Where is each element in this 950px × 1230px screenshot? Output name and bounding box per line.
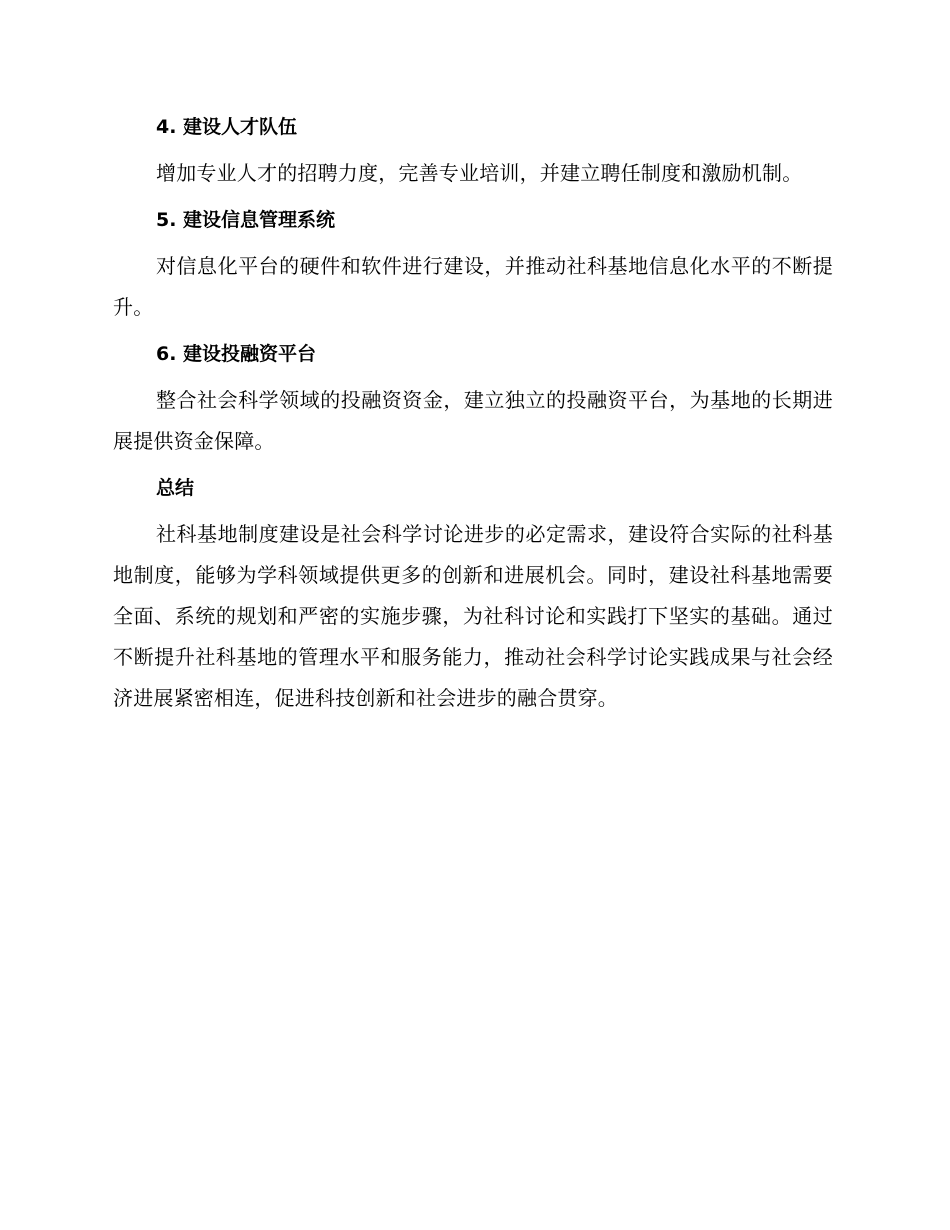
section-heading: 4. 建设人才队伍 — [156, 116, 298, 138]
section-heading: 总结 — [156, 477, 195, 499]
section-talent-team — [113, 110, 833, 203]
section-paragraph: 社科基地制度建设是社会科学讨论进步的必定需求，建设符合实际的社科基地制度，能够为学科领域提供更多的创新和进展机会。同时，建设社科基地需要全面、系统的规划和严密的实施步骤，为社科讨论和实践打下坚实的基础。通过不断提升社科基地的管理水平和服务能力，推动社会科学讨论实践成果与社会经济进展紧密相连，促进科技创新和社会进步的融合贯穿。 — [113, 522, 833, 710]
section-summary — [113, 471, 833, 719]
section-paragraph: 整合社会科学领域的投融资资金，建立独立的投融资平台，为基地的长期进展提供资金保障。 — [113, 388, 833, 453]
section-paragraph: 增加专业人才的招聘力度，完善专业培训，并建立聘任制度和激励机制。 — [156, 161, 803, 185]
section-investment-platform — [113, 337, 833, 471]
section-info-system — [113, 203, 833, 337]
section-paragraph: 对信息化平台的硬件和软件进行建设，并推动社科基地信息化水平的不断提升。 — [113, 254, 833, 319]
section-heading: 6. 建设投融资平台 — [156, 343, 317, 365]
section-heading: 5. 建设信息管理系统 — [156, 209, 336, 231]
document-page — [113, 110, 833, 719]
